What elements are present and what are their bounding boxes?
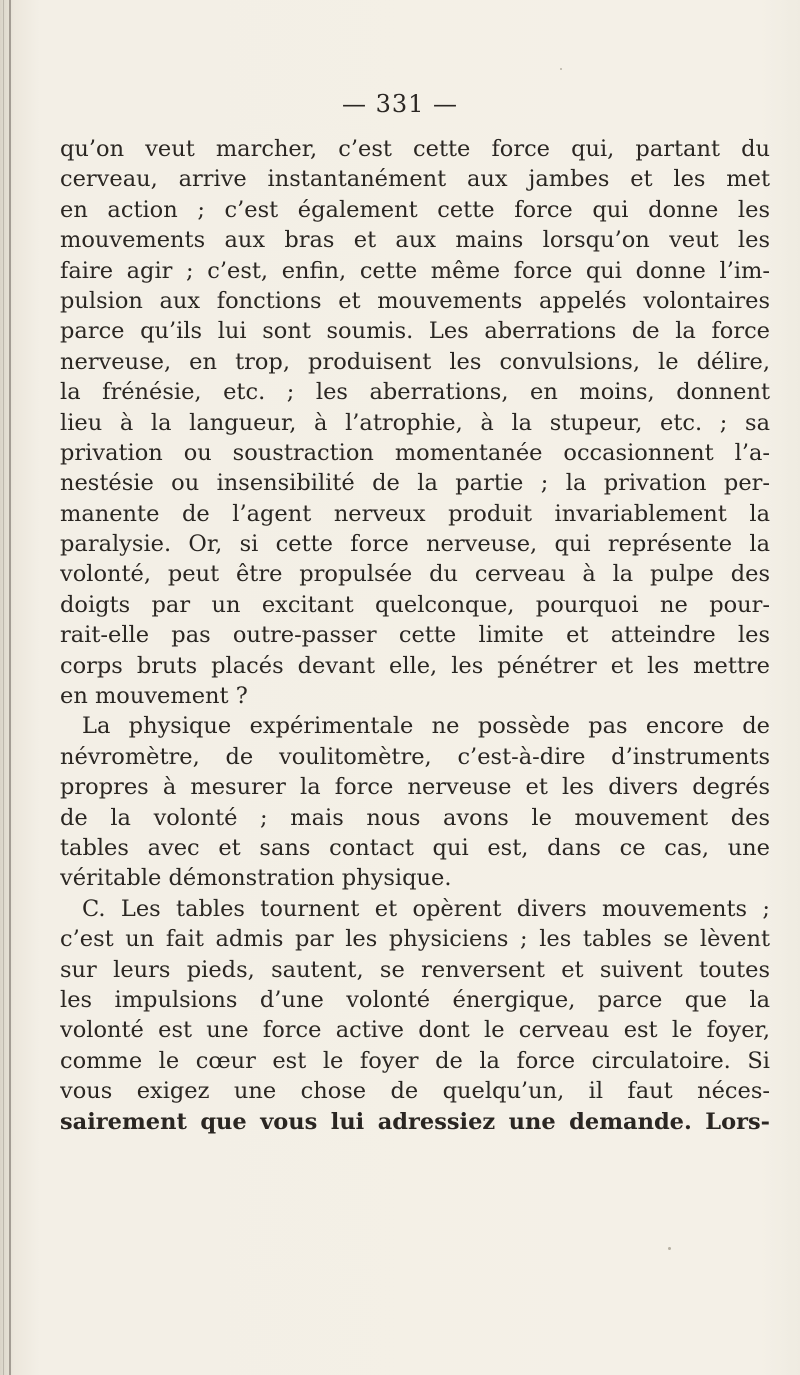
- text-line: comme le cœur est le foyer de la force circulatoire. Si: [60, 1047, 770, 1074]
- text-line: la frénésie, etc. ; les aberrations, en moins, donnent: [60, 379, 770, 406]
- text-line: nerveuse, en trop, produisent les convulsions, le délire,: [60, 348, 770, 375]
- text-line: vous exigez une chose de quelqu’un, il faut néces-: [60, 1078, 770, 1105]
- paper-speck: [560, 68, 562, 70]
- text-line: corps bruts placés devant elle, les pénétrer et les mettre: [60, 652, 770, 679]
- text-line: nestésie ou insensibilité de la partie ; la privation per-: [60, 470, 770, 497]
- text-line: volonté, peut être propulsée du cerveau à la pulpe des: [60, 561, 770, 588]
- page-gutter-shadow: [9, 0, 11, 1375]
- text-line: qu’on veut marcher, c’est cette force qui, partant du: [60, 136, 770, 162]
- text-line: doigts par un excitant quelconque, pourquoi ne pour-: [60, 591, 770, 618]
- text-line: faire agir ; c’est, enfin, cette même force qui donne l’im-: [60, 257, 770, 284]
- text-line: propres à mesurer la force nerveuse et les divers degrés: [60, 774, 770, 801]
- text-line: La physique expérimentale ne possède pas encore de: [82, 713, 770, 740]
- paper-speck: [668, 1247, 671, 1250]
- text-line: pulsion aux fonctions et mouvements appelés volontaires: [60, 287, 770, 314]
- text-line: C. Les tables tournent et opèrent divers mouvements ;: [82, 895, 770, 922]
- text-line: privation ou soustraction momentanée occasionnent l’a-: [60, 439, 770, 466]
- text-line: névromètre, de voulitomètre, c’est-à-dire d’instruments: [60, 743, 770, 770]
- text-line: manente de l’agent nerveux produit invariablement la: [60, 500, 770, 527]
- text-line: véritable démonstration physique.: [60, 865, 452, 892]
- text-line: sairement que vous lui adressiez une demande. Lors-: [60, 1108, 770, 1135]
- text-line: en mouvement ?: [60, 683, 248, 710]
- text-line: rait-elle pas outre-passer cette limite et atteindre les: [60, 622, 770, 649]
- text-line: en action ; c’est également cette force qui donne les: [60, 196, 770, 223]
- text-line: paralysie. Or, si cette force nerveuse, qui représente la: [60, 531, 770, 558]
- page-gutter-edge: [3, 0, 4, 1375]
- text-line: les impulsions d’une volonté énergique, parce que la: [60, 986, 770, 1013]
- text-line: c’est un fait admis par les physiciens ; les tables se lèvent: [60, 926, 770, 953]
- text-line: parce qu’ils lui sont soumis. Les aberrations de la force: [60, 318, 770, 345]
- text-line: tables avec et sans contact qui est, dans ce cas, une: [60, 834, 770, 861]
- page-number: — 331 —: [341, 90, 459, 118]
- text-line: volonté est une force active dont le cerveau est le foyer,: [60, 1017, 770, 1044]
- text-line: lieu à la langueur, à l’atrophie, à la stupeur, etc. ; sa: [60, 409, 770, 436]
- text-line: sur leurs pieds, sautent, se renversent et suivent toutes: [60, 956, 770, 983]
- body-text: [60, 134, 770, 1137]
- text-line: cerveau, arrive instantanément aux jambes et les met: [60, 166, 770, 193]
- text-line: mouvements aux bras et aux mains lorsqu’on veut les: [60, 227, 770, 254]
- text-line: de la volonté ; mais nous avons le mouvement des: [60, 804, 770, 831]
